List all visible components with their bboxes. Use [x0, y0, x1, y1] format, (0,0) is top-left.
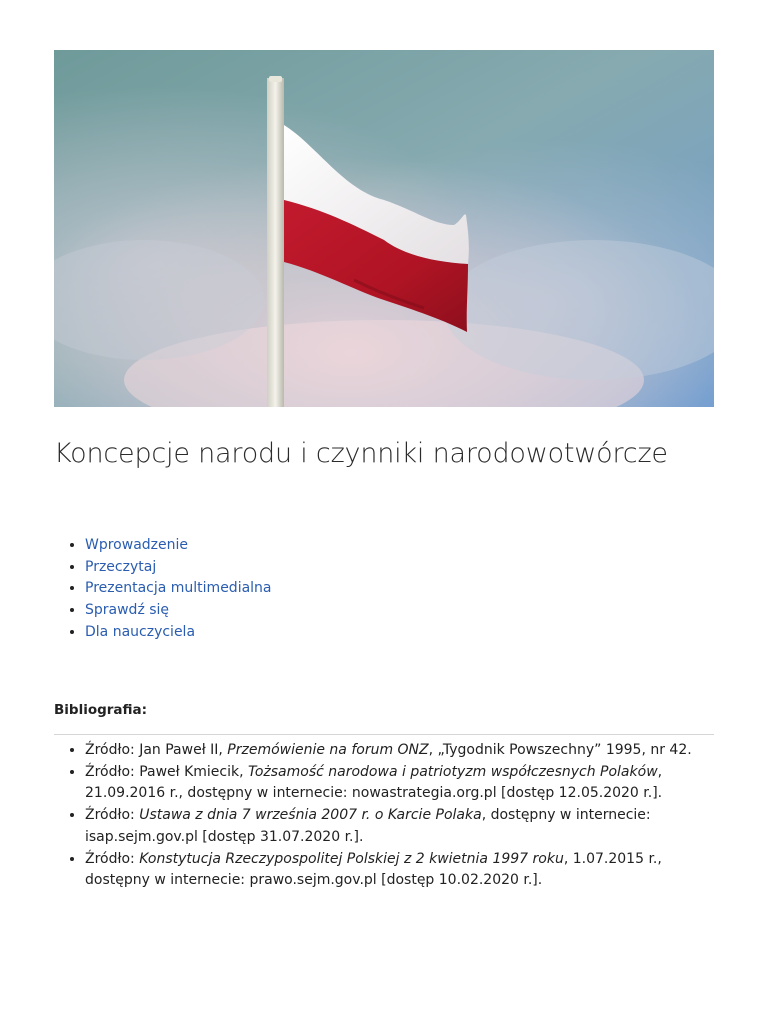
bibliography-heading: Bibliografia:	[54, 702, 148, 718]
nav-link-sprawdz-sie[interactable]: Sprawdź się	[85, 602, 170, 619]
source-details: , 21.09.2016 r., dostępny w internecie: nowastrategia.org.pl [dostęp 12.05.2020 r.].	[85, 763, 663, 802]
source-prefix: Źródło:	[85, 850, 140, 867]
bibliography-list	[54, 740, 714, 892]
nav-link-dla-nauczyciela[interactable]: Dla nauczyciela	[85, 623, 196, 640]
section-nav	[54, 535, 272, 644]
nav-item	[85, 535, 272, 557]
divider	[54, 734, 714, 735]
source-prefix: Źródło: Jan Paweł II,	[85, 742, 228, 758]
bibliography-item	[85, 740, 714, 762]
nav-link-prezentacja[interactable]: Prezentacja multimedialna	[85, 580, 272, 597]
nav-link-wprowadzenie[interactable]: Wprowadzenie	[85, 537, 188, 553]
nav-item	[85, 600, 272, 622]
source-title: Konstytucja Rzeczypospolitej Polskiej z 2 kwietnia 1997 roku	[139, 850, 564, 867]
nav-item	[85, 557, 272, 579]
source-prefix: Źródło: Paweł Kmiecik,	[85, 763, 249, 780]
source-title: Ustawa z dnia 7 września 2007 r. o Karcie Polaka	[139, 807, 482, 824]
nav-item	[85, 578, 272, 600]
nav-item	[85, 622, 272, 644]
source-details: , „Tygodnik Powszechny” 1995, nr 42.	[428, 742, 692, 758]
hero-image	[54, 50, 714, 407]
source-title: Tożsamość narodowa i patriotyzm współczesnych Polaków	[248, 763, 658, 780]
source-details: , 1.07.2015 r., dostępny w internecie: prawo.sejm.gov.pl [dostęp 10.02.2020 r.].	[85, 850, 662, 889]
nav-link-przeczytaj[interactable]: Przeczytaj	[85, 558, 157, 575]
bibliography-item	[85, 849, 714, 892]
source-details: , dostępny w internecie: isap.sejm.gov.pl [dostęp 31.07.2020 r.].	[85, 807, 651, 845]
bibliography-item	[85, 762, 714, 805]
source-prefix: Źródło:	[85, 807, 140, 824]
polish-flag-photo	[54, 50, 714, 407]
bibliography-item	[85, 805, 714, 848]
source-title: Przemówienie na forum ONZ	[227, 742, 429, 758]
page-title: Koncepcje narodu i czynniki narodowotwórcze	[54, 438, 668, 469]
